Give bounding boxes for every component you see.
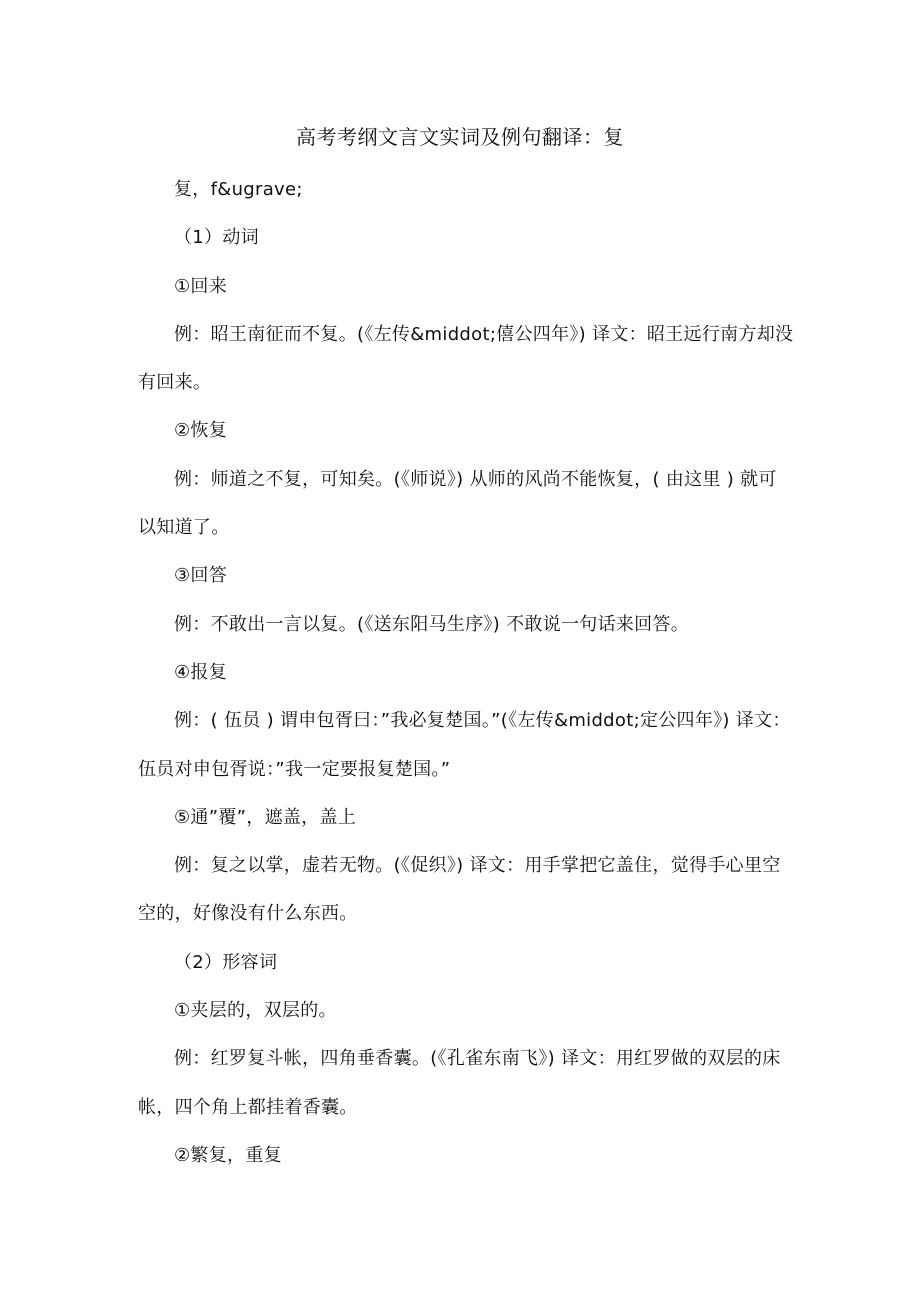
example-paragraph: 例：红罗复斗帐，四角垂香囊。(《孔雀东南飞》) 译文：用红罗做的双层的床帐，四个角上都挂着香囊。 xyxy=(138,1048,781,1118)
example-paragraph: 例：复之以掌，虚若无物。(《促织》) 译文：用手掌把它盖住，觉得手心里空空的，好像没有什么东西。 xyxy=(138,855,781,925)
page-title: 高考考纲文言文实词及例句翻译：复 xyxy=(296,125,624,149)
example-paragraph: 例：昭王南征而不复。(《左传&middot;僖公四年》) 译文：昭王远行南方却没有回来。 xyxy=(138,323,794,394)
sense-heading: ⑤通”覆”，遮盖，盖上 xyxy=(174,806,357,828)
section-heading-adjective: （2）形容词 xyxy=(174,951,278,973)
section-heading-verb: （1）动词 xyxy=(174,227,259,249)
sense-heading: ②恢复 xyxy=(174,420,228,442)
example-paragraph: 例：师道之不复，可知矣。(《师说》) 从师的风尚不能恢复，( 由这里 ) 就可以知道了。 xyxy=(138,468,777,539)
sense-heading: ②繁复，重复 xyxy=(174,1144,282,1166)
example-paragraph: 例：( 伍员 ) 谓申包胥曰：”我必复楚国。”(《左传&middot;定公四年》) 译文：伍员对申包胥说：”我一定要报复楚国。” xyxy=(138,710,791,780)
paragraph-pronunciation: 复，f&ugrave; xyxy=(174,179,303,200)
sense-heading: ①夹层的，双层的。 xyxy=(174,1000,337,1022)
example-paragraph: 例：不敢出一言以复。(《送东阳马生序》) 不敢说一句话来回答。 xyxy=(174,613,690,635)
document-body xyxy=(138,166,794,1180)
sense-heading: ③回答 xyxy=(174,565,228,587)
sense-heading: ④报复 xyxy=(174,661,228,683)
sense-heading: ①回来 xyxy=(174,275,228,297)
